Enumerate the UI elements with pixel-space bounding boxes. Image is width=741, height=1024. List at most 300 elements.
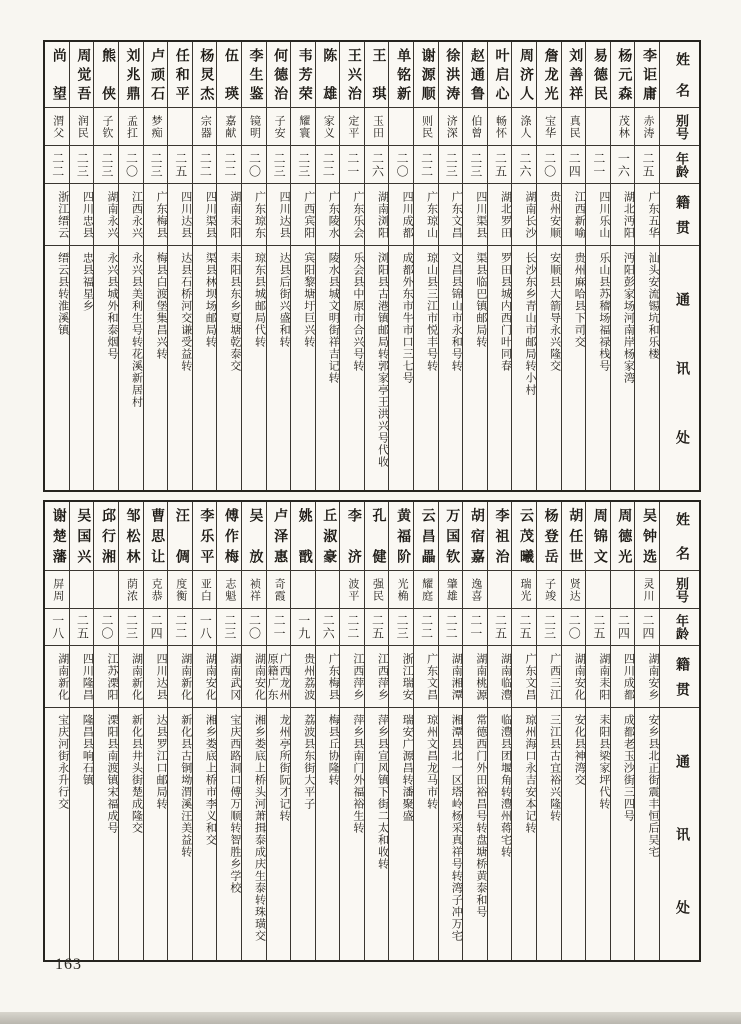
entry-column xyxy=(585,502,610,960)
person-alias: 梦痴 xyxy=(144,108,168,146)
person-name: 孔健 xyxy=(365,502,389,571)
person-name: 杨元森 xyxy=(611,42,635,108)
person-age: 二二 xyxy=(414,609,438,646)
person-alias: 畅怀 xyxy=(488,108,512,146)
person-origin: 江西萍乡 xyxy=(365,646,389,708)
person-origin: 湖南新化 xyxy=(119,646,143,708)
person-age: 二五 xyxy=(70,609,94,646)
person-name: 曹思让 xyxy=(144,502,168,571)
entry-column xyxy=(364,42,389,490)
entry-column xyxy=(339,502,364,960)
column-header-origin: 籍贯 xyxy=(660,184,699,246)
person-age: 二二 xyxy=(316,146,340,184)
person-address: 成都老玉沙街三四号 xyxy=(622,714,635,822)
person-age: 一八 xyxy=(45,609,69,646)
entry-column xyxy=(167,502,192,960)
person-origin: 广东琼东 xyxy=(242,184,266,246)
person-address: 达县后街兴盛和转 xyxy=(278,252,291,348)
person-age: 二二 xyxy=(439,609,463,646)
person-address: 溧阳县南渡镇宋福成号 xyxy=(105,714,118,834)
person-alias: 镜明 xyxy=(242,108,266,146)
person-address: 萍乡县南门外福裕生转 xyxy=(351,714,364,834)
person-address: 湘潭县北一区塔岭杨采真祥号转湾子冲万宅 xyxy=(450,714,463,942)
person-origin: 湖南耒阳 xyxy=(217,184,241,246)
person-age: 一八 xyxy=(193,609,217,646)
person-origin: 广东文昌 xyxy=(414,646,438,708)
person-address: 龙州亭所街阮才记转 xyxy=(278,714,291,822)
person-origin: 四川成都 xyxy=(611,646,635,708)
person-alias: 瑞光 xyxy=(512,571,536,609)
person-alias: 荫浓 xyxy=(119,571,143,609)
person-age: 二五 xyxy=(512,609,536,646)
person-name: 云昌畾 xyxy=(414,502,438,571)
column-header-name: 姓名 xyxy=(660,42,699,108)
entry-column xyxy=(93,42,118,490)
person-origin: 广东陵水 xyxy=(316,184,340,246)
person-name: 李祖治 xyxy=(488,502,512,571)
person-address: 乐会县中原市合兴号转 xyxy=(351,252,364,372)
column-header-alias: 别号 xyxy=(660,108,699,146)
person-alias: 济深 xyxy=(439,108,463,146)
person-name: 杨登岳 xyxy=(537,502,561,571)
person-address: 贵州麻哈县下司交 xyxy=(573,252,586,348)
person-age: 一六 xyxy=(611,146,635,184)
person-address: 浏阳县古港镇邮局转郭家亭王洪兴号代收 xyxy=(376,252,389,468)
person-age: 二一 xyxy=(463,609,487,646)
person-origin: 广东乐会 xyxy=(340,184,364,246)
person-age: 二〇 xyxy=(242,609,266,646)
person-age: 二〇 xyxy=(537,146,561,184)
person-age: 二六 xyxy=(316,609,340,646)
person-address: 三江县古宜裕兴隆转 xyxy=(548,714,561,822)
person-age: 二三 xyxy=(217,609,241,646)
person-address: 瑞安广源昌转潘聚盛 xyxy=(401,714,414,822)
person-name: 姚戬 xyxy=(291,502,315,571)
person-origin: 江西新喻 xyxy=(562,184,586,246)
person-alias xyxy=(291,571,315,609)
entry-column xyxy=(561,42,586,490)
person-name: 刘兆鼎 xyxy=(119,42,143,108)
person-origin: 湖南武冈 xyxy=(217,646,241,708)
person-name: 王兴治 xyxy=(340,42,364,108)
entry-column xyxy=(216,502,241,960)
person-address: 耒阳县梁家坪代转 xyxy=(597,714,610,810)
person-origin: 广西三江 xyxy=(537,646,561,708)
person-alias xyxy=(389,108,413,146)
entry-column xyxy=(634,502,659,960)
entry-column xyxy=(610,502,635,960)
person-age: 二〇 xyxy=(242,146,266,184)
person-origin: 浙江缙云 xyxy=(45,184,69,246)
entry-column xyxy=(69,502,94,960)
person-address: 达县石桥河交谦受益转 xyxy=(179,252,192,372)
person-origin: 广东文昌 xyxy=(512,646,536,708)
person-age: 二二 xyxy=(168,609,192,646)
person-address: 常德西门外田裕昌号转盘塘桥黄泰和号 xyxy=(474,714,487,918)
person-name: 李济 xyxy=(340,502,364,571)
person-address: 新化县古铜坳渭溪汪美益转 xyxy=(179,714,192,858)
person-alias: 奇霞 xyxy=(267,571,291,609)
person-origin: 四川达县 xyxy=(144,646,168,708)
person-name: 丘淑豪 xyxy=(316,502,340,571)
person-name: 吴放 xyxy=(242,502,266,571)
person-address: 永兴县美利生号转花溪新居村 xyxy=(130,252,143,408)
person-alias: 玉田 xyxy=(365,108,389,146)
person-alias: 则民 xyxy=(414,108,438,146)
person-age: 二三 xyxy=(70,146,94,184)
person-name: 邹松林 xyxy=(119,502,143,571)
person-address: 琼东县城邮局代转 xyxy=(253,252,266,348)
person-alias xyxy=(168,108,192,146)
person-origin: 江西萍乡 xyxy=(340,646,364,708)
person-address: 荔波县东街大平子 xyxy=(302,714,315,810)
person-alias: 灵川 xyxy=(635,571,659,609)
person-name: 李乐平 xyxy=(193,502,217,571)
entry-column xyxy=(290,42,315,490)
person-origin: 四川隆昌 xyxy=(70,646,94,708)
person-age: 二五 xyxy=(635,146,659,184)
person-address: 宝庆河街永升行交 xyxy=(56,714,69,810)
person-address: 陵水县城文明街祥吉记转 xyxy=(327,252,340,384)
person-alias: 波平 xyxy=(340,571,364,609)
person-origin: 贵州安顺 xyxy=(537,184,561,246)
person-name: 徐洪涛 xyxy=(439,42,463,108)
person-alias: 真民 xyxy=(562,108,586,146)
person-name: 汪倜 xyxy=(168,502,192,571)
person-age: 二〇 xyxy=(562,609,586,646)
entry-column xyxy=(388,42,413,490)
person-origin: 四川成都 xyxy=(389,184,413,246)
person-name: 任和平 xyxy=(168,42,192,108)
person-address: 缙云县转淮溪镇 xyxy=(56,252,69,336)
entry-column xyxy=(462,42,487,490)
entry-column xyxy=(143,502,168,960)
person-origin: 四川达县 xyxy=(168,184,192,246)
entry-column xyxy=(536,42,561,490)
person-address: 安化县神湾交 xyxy=(573,714,586,786)
person-age: 二三 xyxy=(537,609,561,646)
person-name: 刘善祥 xyxy=(562,42,586,108)
person-alias: 子竣 xyxy=(537,571,561,609)
entry-column xyxy=(634,42,659,490)
column-header-age: 年龄 xyxy=(660,609,699,646)
person-address: 湘乡娄底上桥头河萧揖泰成庆生泰转珠璜交 xyxy=(253,714,266,942)
person-alias xyxy=(611,571,635,609)
column-header-address: 通讯处 xyxy=(674,754,689,914)
person-age: 二二 xyxy=(414,146,438,184)
person-alias: 茂林 xyxy=(611,108,635,146)
person-age: 二三 xyxy=(94,146,118,184)
person-alias: 子钦 xyxy=(94,108,118,146)
person-address: 湘乡娄底上桥市李义和交 xyxy=(204,714,217,846)
person-origin: 广东梅县 xyxy=(316,646,340,708)
entry-column xyxy=(585,42,610,490)
column-header-origin: 籍贯 xyxy=(660,646,699,708)
person-alias xyxy=(316,571,340,609)
person-address: 汕头安流锡坑和乐楼 xyxy=(647,252,659,360)
person-origin: 广西龙州原籍广东 xyxy=(267,646,291,708)
person-origin: 湖南长沙 xyxy=(512,184,536,246)
person-name: 吴钟选 xyxy=(635,502,659,571)
person-address: 宾阳黎塘圩巨兴转 xyxy=(302,252,315,348)
person-alias: 屏周 xyxy=(45,571,69,609)
entry-column xyxy=(118,502,143,960)
person-name: 周济人 xyxy=(512,42,536,108)
entry-column xyxy=(241,42,266,490)
person-origin: 四川乐山 xyxy=(586,184,610,246)
person-alias: 贤达 xyxy=(562,571,586,609)
person-age: 二二 xyxy=(217,146,241,184)
person-age: 二三 xyxy=(463,146,487,184)
person-alias: 渭父 xyxy=(45,108,69,146)
person-alias: 光桷 xyxy=(389,571,413,609)
person-age: 二〇 xyxy=(119,146,143,184)
person-age: 二一 xyxy=(267,609,291,646)
person-name: 周觉吾 xyxy=(70,42,94,108)
person-age: 二三 xyxy=(439,146,463,184)
person-address: 琼山县三江市悦丰号转 xyxy=(425,252,438,372)
person-address: 临澧县团堰角转澧州蒋宅转 xyxy=(499,714,512,858)
person-origin: 湖南安化 xyxy=(562,646,586,708)
entry-column xyxy=(339,42,364,490)
person-origin: 贵州荔波 xyxy=(291,646,315,708)
person-alias: 嘉献 xyxy=(217,108,241,146)
person-alias: 逸喜 xyxy=(463,571,487,609)
person-name: 陈雄 xyxy=(316,42,340,108)
person-origin: 广东文昌 xyxy=(439,184,463,246)
person-name: 易德民 xyxy=(586,42,610,108)
person-age: 二五 xyxy=(168,146,192,184)
person-address: 琼州文昌龙马市转 xyxy=(425,714,438,810)
person-alias: 度衡 xyxy=(168,571,192,609)
entry-column xyxy=(241,502,266,960)
person-age: 二三 xyxy=(119,609,143,646)
entry-column xyxy=(93,502,118,960)
person-age: 二五 xyxy=(488,609,512,646)
person-age: 二三 xyxy=(144,146,168,184)
person-age: 二四 xyxy=(562,146,586,184)
person-name: 周锦文 xyxy=(586,502,610,571)
person-origin: 湖南耒阳 xyxy=(586,646,610,708)
person-address: 文昌县锦山市永和号转 xyxy=(450,252,463,372)
person-name: 赵通鲁 xyxy=(463,42,487,108)
person-alias: 祯祥 xyxy=(242,571,266,609)
person-name: 单铭新 xyxy=(389,42,413,108)
scan-edge xyxy=(0,1012,741,1024)
person-alias: 耀庭 xyxy=(414,571,438,609)
person-alias xyxy=(586,571,610,609)
entry-column xyxy=(511,502,536,960)
person-address: 渠县林坝场邮局转 xyxy=(204,252,217,348)
person-address: 新化县井头街楚成隆交 xyxy=(130,714,143,834)
person-age: 二五 xyxy=(488,146,512,184)
entry-column xyxy=(167,42,192,490)
person-address: 罗田县城内西门叶同春 xyxy=(499,252,512,372)
header-column xyxy=(659,502,699,960)
entry-column xyxy=(610,42,635,490)
directory-table-top xyxy=(43,40,701,492)
person-alias xyxy=(586,108,610,146)
person-age: 二〇 xyxy=(94,609,118,646)
entry-column xyxy=(413,502,438,960)
person-address: 隆昌县响石镇 xyxy=(81,714,94,786)
person-alias: 宝华 xyxy=(537,108,561,146)
person-name: 熊侠 xyxy=(94,42,118,108)
person-address: 成都外东市牛市口三七号 xyxy=(401,252,414,384)
person-origin: 四川渠县 xyxy=(463,184,487,246)
entry-column xyxy=(511,42,536,490)
entry-column xyxy=(438,502,463,960)
person-alias: 强民 xyxy=(365,571,389,609)
entry-column xyxy=(536,502,561,960)
entry-column xyxy=(487,42,512,490)
person-origin: 湖南安化 xyxy=(193,646,217,708)
person-name: 王琪 xyxy=(365,42,389,108)
person-age: 二三 xyxy=(267,146,291,184)
person-name: 胡任世 xyxy=(562,502,586,571)
person-age: 二六 xyxy=(512,146,536,184)
person-name: 李生鉴 xyxy=(242,42,266,108)
person-address: 永兴县城外和泰烟号 xyxy=(105,252,118,360)
person-name: 尚望 xyxy=(45,42,69,108)
person-origin: 四川渠县 xyxy=(193,184,217,246)
person-age: 二〇 xyxy=(389,146,413,184)
person-address: 萍乡县宣风镇下街二太和收转 xyxy=(376,714,389,870)
person-origin: 四川达县 xyxy=(267,184,291,246)
person-address: 乐山县苏稽场福禄栈号 xyxy=(597,252,610,372)
person-alias: 耀寰 xyxy=(291,108,315,146)
person-age: 二三 xyxy=(291,146,315,184)
entry-column xyxy=(266,502,291,960)
person-origin: 湖南桃源 xyxy=(463,646,487,708)
entry-column xyxy=(192,502,217,960)
entry-column xyxy=(487,502,512,960)
person-name: 吴国兴 xyxy=(70,502,94,571)
person-age: 二二 xyxy=(45,146,69,184)
person-name: 周德光 xyxy=(611,502,635,571)
entry-column xyxy=(192,42,217,490)
entry-column xyxy=(69,42,94,490)
person-age: 二六 xyxy=(365,146,389,184)
person-alias: 宗器 xyxy=(193,108,217,146)
person-address: 渠县临巴镇邮局转 xyxy=(474,252,487,348)
person-alias: 涤人 xyxy=(512,108,536,146)
person-address: 达县罗江口邮局转 xyxy=(155,714,168,810)
person-origin: 湖南临澧 xyxy=(488,646,512,708)
entry-column xyxy=(290,502,315,960)
person-age: 二四 xyxy=(611,609,635,646)
person-name: 谢源顺 xyxy=(414,42,438,108)
person-address: 宝庆西路洞口傅万顺转智胜乡学校 xyxy=(228,714,241,894)
person-address: 耒阳县东乡夏塘乾泰交 xyxy=(228,252,241,372)
person-origin: 浙江瑞安 xyxy=(389,646,413,708)
entry-column xyxy=(143,42,168,490)
person-age: 二四 xyxy=(144,609,168,646)
person-alias: 孟扛 xyxy=(119,108,143,146)
person-origin: 湖南永兴 xyxy=(94,184,118,246)
person-origin: 广东梅县 xyxy=(144,184,168,246)
person-name: 叶启心 xyxy=(488,42,512,108)
person-name: 黄福阶 xyxy=(389,502,413,571)
person-origin: 四川忠县 xyxy=(70,184,94,246)
entry-column xyxy=(118,42,143,490)
person-alias: 志魁 xyxy=(217,571,241,609)
person-address: 沔阳彭家场河南岸杨家湾 xyxy=(622,252,635,384)
person-origin: 广东五华 xyxy=(635,184,659,246)
person-age: 二五 xyxy=(586,609,610,646)
person-alias: 克恭 xyxy=(144,571,168,609)
person-origin: 湖北沔阳 xyxy=(611,184,635,246)
person-alias: 定平 xyxy=(340,108,364,146)
person-origin: 湖北罗田 xyxy=(488,184,512,246)
entry-column xyxy=(364,502,389,960)
person-alias: 伯曾 xyxy=(463,108,487,146)
person-age: 二四 xyxy=(635,609,659,646)
person-name: 邱行湘 xyxy=(94,502,118,571)
column-header-age: 年龄 xyxy=(660,146,699,184)
person-alias xyxy=(488,571,512,609)
person-origin: 广东琼山 xyxy=(414,184,438,246)
person-alias: 赤涛 xyxy=(635,108,659,146)
person-name: 伍瑛 xyxy=(217,42,241,108)
person-address: 安顺县大箭导永兴隆交 xyxy=(548,252,561,372)
person-origin: 湖南安化 xyxy=(242,646,266,708)
person-name: 谢楚藩 xyxy=(45,502,69,571)
person-address: 梅县丘协隆转 xyxy=(327,714,340,786)
person-alias: 润民 xyxy=(70,108,94,146)
person-address: 忠县福星乡 xyxy=(81,252,94,312)
person-age: 二五 xyxy=(365,609,389,646)
person-age: 二二 xyxy=(193,146,217,184)
person-name: 杨炅杰 xyxy=(193,42,217,108)
person-age: 二二 xyxy=(340,609,364,646)
person-origin: 湖南新化 xyxy=(45,646,69,708)
person-alias: 肇雄 xyxy=(439,571,463,609)
person-origin: 湖南安乡 xyxy=(635,646,659,708)
entry-column xyxy=(438,42,463,490)
person-address: 琼州海口永吉安本记转 xyxy=(524,714,537,834)
entry-column xyxy=(266,42,291,490)
person-alias: 家义 xyxy=(316,108,340,146)
person-alias: 子安 xyxy=(267,108,291,146)
person-age: 二三 xyxy=(389,609,413,646)
person-address: 安乡县北正街震丰恒后吴宅 xyxy=(647,714,659,858)
person-name: 卢顽石 xyxy=(144,42,168,108)
column-header-alias: 别号 xyxy=(660,571,699,609)
person-alias xyxy=(70,571,94,609)
person-alias: 亚白 xyxy=(193,571,217,609)
person-name: 傅作梅 xyxy=(217,502,241,571)
person-origin: 江苏溧阳 xyxy=(94,646,118,708)
person-origin: 湖南新化 xyxy=(168,646,192,708)
person-address: 长沙东乡青山市邮局转小村 xyxy=(524,252,537,396)
entry-column xyxy=(388,502,413,960)
directory-table-bottom xyxy=(43,500,701,962)
entry-column xyxy=(45,502,69,960)
entry-column xyxy=(315,42,340,490)
person-age: 二一 xyxy=(340,146,364,184)
person-name: 李讵庸 xyxy=(635,42,659,108)
person-age: 二一 xyxy=(586,146,610,184)
person-alias xyxy=(94,571,118,609)
person-name: 詹龙光 xyxy=(537,42,561,108)
person-name: 云茂曦 xyxy=(512,502,536,571)
person-origin: 广西宾阳 xyxy=(291,184,315,246)
entry-column xyxy=(45,42,69,490)
entry-column xyxy=(216,42,241,490)
page-number: 163 xyxy=(55,956,82,973)
entry-column xyxy=(462,502,487,960)
